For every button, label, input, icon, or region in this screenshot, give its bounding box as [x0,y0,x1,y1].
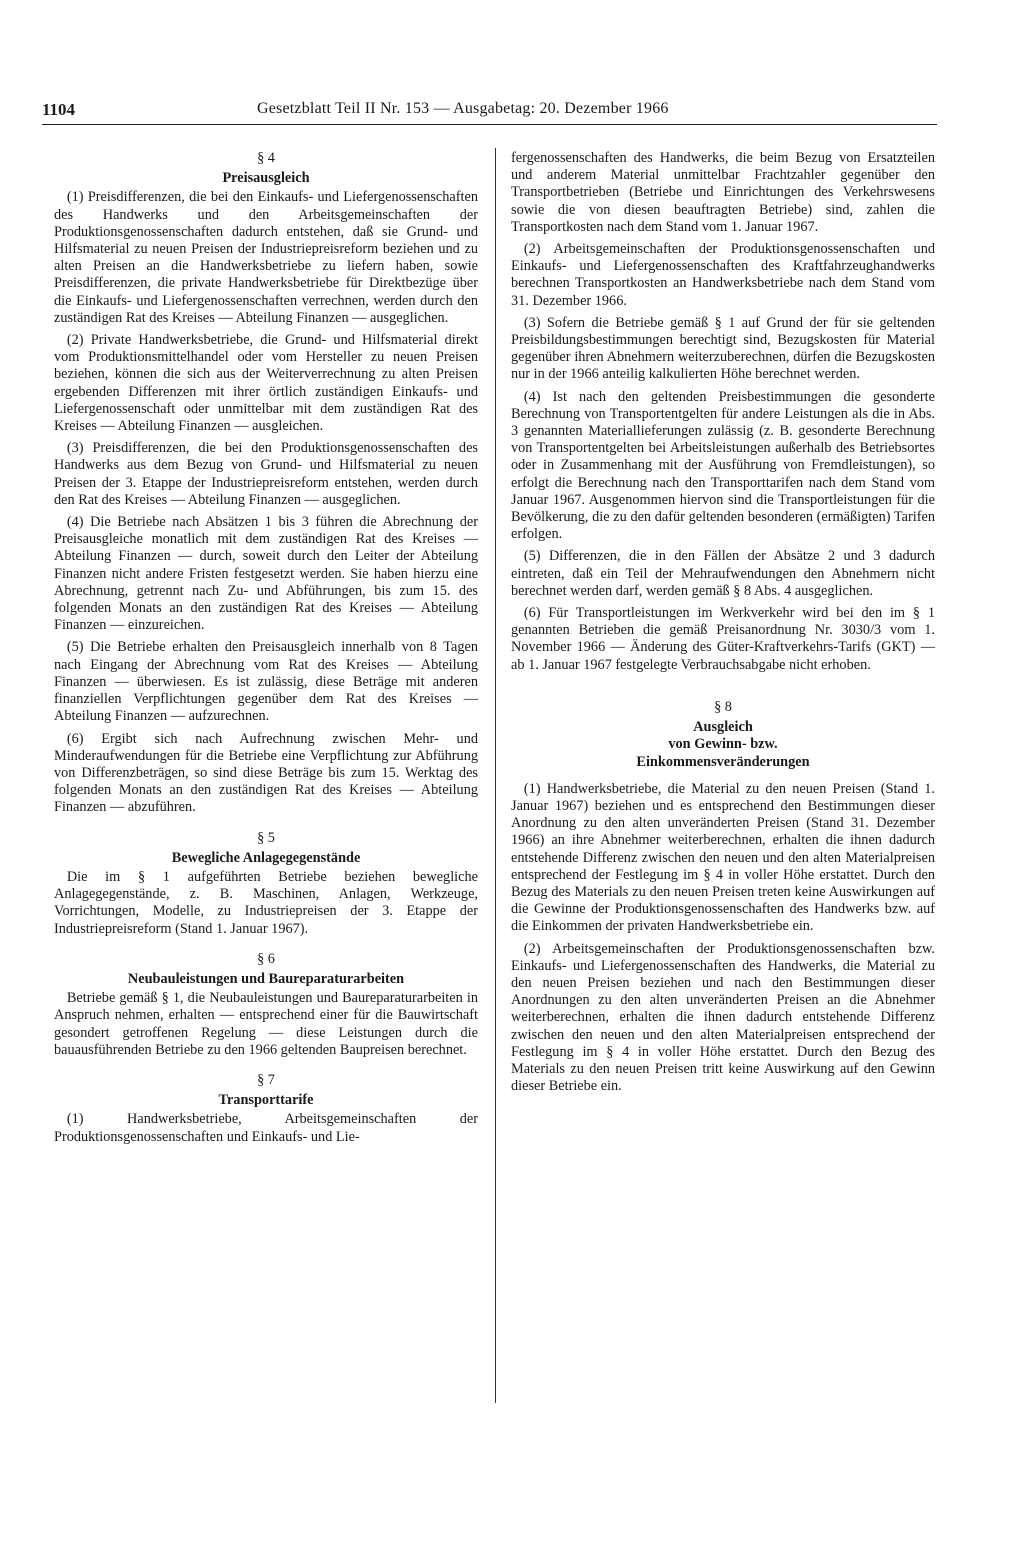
section-7-paragraph-3: (3) Sofern die Betriebe gemäß § 1 auf Grund der für sie geltenden Preisbildungsbestimmungen berechtigt sind, Bezugskosten für Material gegenüber ihren Abnehmern weiterzuberechnen, dürfen die Bezugskosten nur in der 1966 anteilig kalkulierten Höhe berechnet werden. [511,314,935,383]
section-4-paragraph-3: (3) Preisdifferenzen, die bei den Produktionsgenossenschaften des Handwerks aus dem Bezug von Grund- und Hilfsmaterial zu neuen Preisen der 3. Etappe der Industriepreisreform entstehen, werden durch den Rat des Kreises — Abteilung Finanzen — ausgeglichen. [54,440,478,508]
section-5-number: § 5 [257,829,275,846]
section-4-paragraph-4: (4) Die Betriebe nach Absätzen 1 bis 3 führen die Abrechnung der Preisausgleiche monatlich mit dem zuständigen Rat des Kreises — Abteilung Finanzen — durch, soweit durch den Leiter der Abteilung Finanzen nicht andere Fristen festgesetzt werden. Sie haben hierzu eine Abrechnung, getrennt nach Zu- und Abführungen, bis zum 15. des folgenden Monats an den zuständigen Rat des Kreises — Abteilung Finanzen — einzureichen. [54,514,478,634]
left-column [54,150,478,1151]
section-7-continued-1: fergenossenschaften des Handwerks, die beim Bezug von Ersatzteilen und anderem Material unmittelbar Frachtzahler gegenüber den Transportbetrieben (Betriebe und Einrichtungen des Verkehrswesens sowie die von diesen beauftragten Betriebe) sind, zahlen die Transportkosten nach dem Stand vom 1. Januar 1967. [511,150,935,235]
section-7-paragraph-5: (5) Differenzen, die in den Fällen der Absätze 2 und 3 dadurch eintreten, daß ein Teil der Mehraufwendungen den Abnehmern nicht berechnet werden darf, werden gemäß § 8 Abs. 4 ausgeglichen. [511,548,935,599]
section-7-title: Transporttarife [218,1092,314,1109]
page-header [42,100,937,125]
section-5-title: Bewegliche Anlagegegenstände [171,849,361,866]
section-7-paragraph-1: (1) Handwerksbetriebe, Arbeitsgemeinschaften der Produktionsgenossenschaften und Einkaufs- und Lie- [54,1111,478,1145]
section-6-number: § 6 [257,950,275,967]
section-7-paragraph-4: (4) Ist nach den geltenden Preisbestimmungen die gesonderte Berechnung von Transportentgelten für andere Leistungen als die in Abs. 3 genannten Materiallieferungen zulässig (z. B. gesonderte Berechnung von Transportentgelten bei Arbeitsleistungen außerhalb des Betriebsortes oder in Zusammenhang mit der Ausführung von Fremdleistungen), so erfolgt die Berechnung nach den Transporttarifen nach dem Stand vom Januar 1967. Ausgenommen hiervon sind die Transportleistungen für die Bevölkerung, die zu den dafür geltenden besonderen (ermäßigten) Tarifen erfolgen. [511,388,935,543]
section-8-number: § 8 [714,698,732,715]
section-8-title-line-3: Einkommensveränderungen [636,753,810,770]
page-number: 1104 [42,100,76,119]
section-4-paragraph-2: (2) Private Handwerksbetriebe, die Grund- und Hilfsmaterial direkt vom Produktionsmittelhandel oder vom Hersteller zu neuen Preisen beziehen, können die sich aus der Weiterverrechnung zu alten Preisen ergebenden Differenzen mit ihrer örtlich zuständigen Einkaufs- und Liefergenossenschaft oder unmittelbar mit dem zuständigen Rat des Kreises — Abteilung Finanzen — ausgleichen. [54,332,478,435]
section-4-title: Preisausgleich [222,170,310,187]
section-4-paragraph-5: (5) Die Betriebe erhalten den Preisausgleich innerhalb von 8 Tagen nach Eingang der Abrechnung vom Rat des Kreises — Abteilung Finanzen — überwiesen. Es ist zulässig, diese Beträge mit anderen finanziellen Verpflichtungen gegenüber dem Rat des Kreises — Abteilung Finanzen — aufzurechnen. [54,639,478,725]
section-4-number: § 4 [257,150,275,166]
section-4-paragraph-1: (1) Preisdifferenzen, die bei den Einkaufs- und Liefergenossenschaften des Handwerks und den Arbeitsgemeinschaften der Produktionsgenossenschaften dadurch entstehen, daß sie Grund- und Hilfsmaterial zu neuen Preisen der Industriepreisreform beziehen und zu alten Preisen an die Handwerksbetriebe zu liefern haben, sowie Preisdifferenzen, die private Handwerksbetriebe für Direktbezüge über die Einkaufs- und Liefergenossenschaften verrechnen, werden durch den zuständigen Rat des Kreises — Abteilung Finanzen — ausgeglichen. [54,189,478,326]
section-5-paragraph-1: Die im § 1 aufgeführten Betriebe beziehen bewegliche Anlagegegenstände, z. B. Maschinen, Anlagen, Werkzeuge, Vorrichtungen, Modelle, zu Industriepreisen der 3. Etappe der Industriepreisreform (Stand 1. Januar 1967). [54,868,478,937]
right-column [511,150,935,1100]
gazette-title: Gesetzblatt Teil II Nr. 153 — Ausgabetag: 20. Dezember 1966 [257,100,669,117]
section-8-title-line-1: Ausgleich [693,719,753,736]
section-6-title: Neubauleistungen und Baureparaturarbeiten [127,970,405,987]
section-8-title-line-2: von Gewinn- bzw. [668,736,778,753]
section-4-paragraph-6: (6) Ergibt sich nach Aufrechnung zwischen Mehr- und Minderaufwendungen für die Betriebe eine Verpflichtung zur Abführung von Differenzbeträgen, so sind diese Beträge bis zum 15. Werktag des folgenden Monats an den zuständigen Rat des Kreises — Abteilung Finanzen — abzuführen. [54,730,478,816]
section-7-number: § 7 [257,1071,275,1088]
section-8-paragraph-1: (1) Handwerksbetriebe, die Material zu den neuen Preisen (Stand 1. Januar 1967) beziehen und es entsprechend den Bestimmungen dieser Anordnung zu den alten unveränderten Preisen (Stand 31. Dezember 1966) an ihre Abnehmer weiterberechnen, erhalten die ihnen dadurch entstehende Differenz zwischen den neuen und den alten Materialpreisen entsprechend der Festlegung im § 4 in voller Höhe erstattet. Durch den Bezug des Materials zu den neuen Preisen treten keine Auswirkungen auf die Gewinne der Produktionsgenossenschaften des Handwerks bzw. auf die Einkommen der privaten Handwerksbetriebe ein. [511,780,935,935]
section-8-paragraph-2: (2) Arbeitsgemeinschaften der Produktionsgenossenschaften bzw. Einkaufs- und Liefergenossenschaften des Handwerks, die Material zu den neuen Preisen beziehen und nach den Bestimmungen dieser Anordnungen zu den alten unveränderten Preisen an die Abnehmer weiterberechnen, erhalten die ihnen dadurch entstehende Differenz zwischen den neuen und den alten Materialpreisen entsprechend der Festlegung im § 4 in voller Höhe erstattet. Durch den Bezug des Materials zu den neuen Preisen tritt keine Auswirkung auf den Gewinn dieser Betriebe ein. [511,940,935,1095]
section-6-paragraph-1: Betriebe gemäß § 1, die Neubauleistungen und Baureparaturarbeiten in Anspruch nehmen, erhalten — entsprechend einer für die Bauwirtschaft gesondert getroffenen Regelung — diese Leistungen durch die bauausführenden Betriebe zu den 1966 geltenden Baupreisen berechnet. [54,990,478,1058]
section-7-paragraph-2: (2) Arbeitsgemeinschaften der Produktionsgenossenschaften und Einkaufs- und Liefergenossenschaften des Kraftfahrzeughandwerks berechnen Transportkosten an Handwerksbetriebe nach dem Stand vom 31. Dezember 1966. [511,241,935,309]
column-divider [495,148,496,1403]
section-7-paragraph-6: (6) Für Transportleistungen im Werkverkehr wird bei den im § 1 genannten Betrieben die gemäß Preisanordnung Nr. 3030/3 vom 1. November 1966 — Änderung des Güter-Kraftverkehrs-Tarifs (GKT) — ab 1. Januar 1967 festgelegte Verbrauchsabgabe nicht erhoben. [511,605,935,673]
